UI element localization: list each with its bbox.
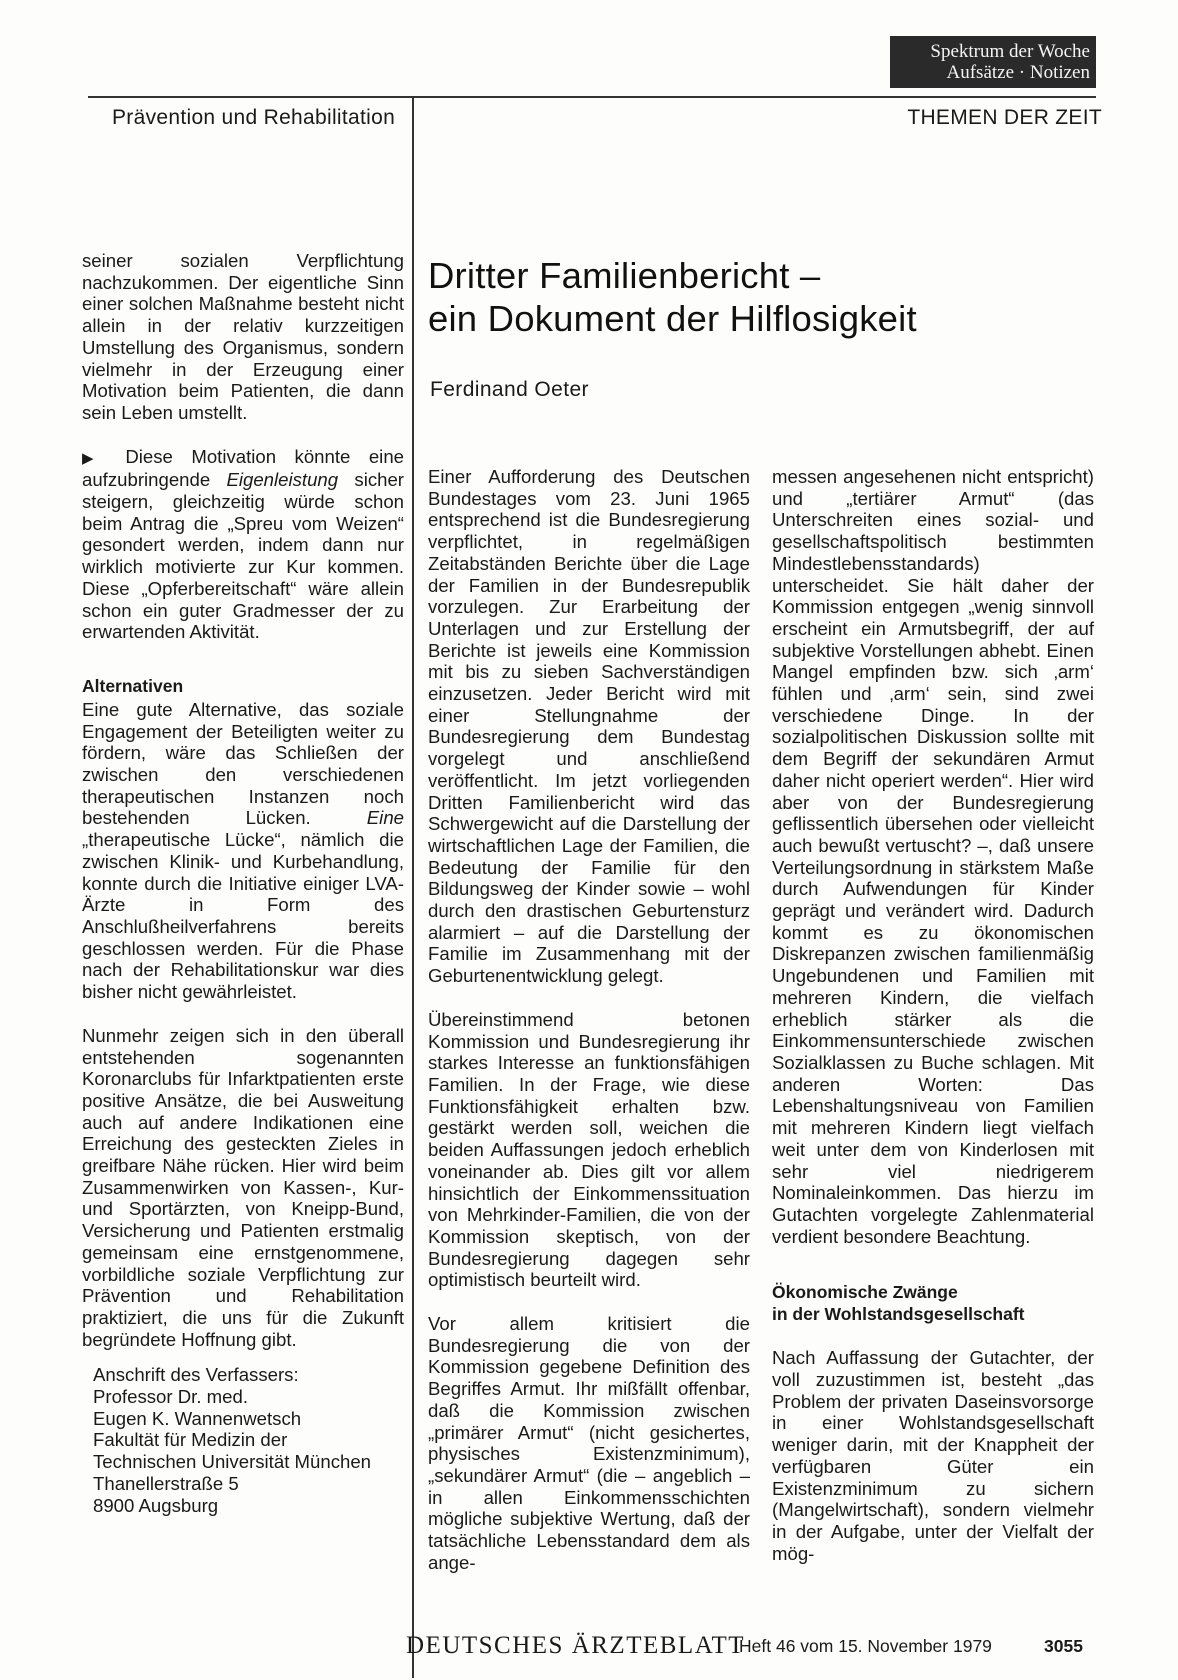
page-number: 3055	[1044, 1636, 1083, 1656]
address-line: Professor Dr. med.	[93, 1386, 248, 1408]
badge-line-2: Aufsätze · Notizen	[946, 62, 1090, 83]
article-title	[428, 254, 917, 340]
address-line: Technischen Universität München	[93, 1451, 372, 1473]
paragraph: seiner sozialen Verpflichtung nachzukommen. Der eigentliche Sinn einer solchen Maßnahme besteht nicht allein in der relativ kurzzeitigen Umstellung des Organismus, sondern vielmehr in der Erzeugung einer Motivation beim Patienten, die dann sein Leben umstellt.	[82, 250, 404, 423]
address-line: Anschrift des Verfassers:	[93, 1364, 299, 1386]
article-author: Ferdinand Oeter	[430, 378, 589, 401]
paragraph-text: Eine gute Alternative, das soziale Engagement der Beteiligten weiter zu fördern, wäre das Schließen der zwischen den verschiedenen therapeutischen Instanzen noch bestehenden Lücken.	[82, 698, 404, 829]
emphasis: Eine	[366, 807, 404, 829]
middle-column	[428, 466, 750, 1595]
paragraph: messen angesehenen nicht entspricht) und „tertiärer Armut“ (das Unterschreiten eines sozial- und gesellschaftspolitisch bestimmten Mindestlebensstandards) unterscheidet. Sie hält daher der Kommission entgegen „wenig sinnvoll erscheint ein Armutsbegriff, der auf subjektive Vorstellungen abhebt. Einen Mangel empfinden bzw. sich ‚arm‘ fühlen und ‚arm‘ sein, sind zwei verschiedene Dinge. In der sozialpolitischen Diskussion sollte mit dem Begriff der sekundären Armut daher nicht operiert werden“. Hier wird aber von der Bundesregierung geflissentlich übersehen oder vielleicht auch bewußt vertuscht? –, daß unsere Verteilungsordnung in stärkstem Maße durch Aufwendungen für Kinder geprägt und verändert wird. Dadurch kommt es zu ökonomischen Diskrepanzen zwischen familienmäßig Ungebundenen und Familien mit mehreren Kindern, die vielfach erheblich stärker als die Einkommensunterschiede zwischen Sozialklassen zu Buche schlagen. Mit anderen Worten: Das Lebenshaltungsniveau von Familien mit mehreren Kindern liegt vielfach weit unter dem von Kinderlosen mit sehr viel niedrigerem Nominaleinkommen. Das hierzu im Gutachten vorgelegte Zahlenmaterial verdient besondere Beachtung.	[772, 466, 1094, 1247]
section-badge	[890, 36, 1096, 88]
subheading-line: Ökonomische Zwänge	[772, 1282, 958, 1303]
issue-info: Heft 46 vom 15. November 1979	[739, 1636, 992, 1656]
paragraph: Vor allem kritisiert die Bundesregierung die von der Kommission gegebene Definition des Begriffes Armut. Ihr mißfällt offenbar, daß die Kommission zwischen „primärer Armut“ (nicht gesichertes, physisches Existenzminimum), „sekundärer Armut“ (die – angeblich – in allen Einkommensschichten mögliche subjektive Wertung, daß der tatsächliche Lebensstandard dem als ange-	[428, 1313, 750, 1573]
paragraph: Nunmehr zeigen sich in den überall entstehenden sogenannten Koronarclubs für Infarktpatienten erste positive Ansätze, die bei Ausweitung auch auf andere Indikationen eine Erreichung des gesteckten Zieles in greifbare Nähe rücken. Hier wird beim Zusammenwirken von Kassen-, Kur- und Sportärzten, von Kneipp-Bund, Versicherung und Patienten erstmalig gemeinsam eine ernstgenommene, vorbildliche soziale Verpflichtung zur Prävention und Rehabilitation praktiziert, die uns für die Zukunft begründete Hoffnung gibt.	[82, 1024, 404, 1350]
subheading-line: in der Wohlstandsgesellschaft	[772, 1304, 1025, 1325]
address-line: Thanellerstraße 5	[93, 1472, 239, 1494]
paragraph: Nach Auffassung der Gutachter, der voll zuzustimmen ist, besteht „das Problem der privaten Daseinsvorsorge in einer Wohlstandsgesellschaft weniger darin, mit der Knappheit der verfügbaren Güter ein Existenzminimum zu sichern (Mangelwirtschaft), sondern vielmehr in der Aufgabe, unter der Vielfalt der mög-	[772, 1347, 1094, 1564]
left-column	[82, 250, 404, 1516]
paragraph	[82, 699, 404, 1003]
title-line-1: Dritter Familienbericht –	[428, 255, 821, 296]
badge-line-1: Spektrum der Woche	[930, 41, 1090, 62]
title-line-2: ein Dokument der Hilflosigkeit	[428, 298, 917, 339]
paragraph: Übereinstimmend betonen Kommission und Bundesregierung ihr starkes Interesse an funktionsfähigen Familien. In der Frage, wie diese Funktionsfähigkeit erhalten bzw. gestärkt werden soll, weichen die beiden Auffassungen jedoch erheblich voneinander ab. Dies gilt vor allem hinsichtlich der Einkommenssituation von Mehrkinder-Familien, die von der Kommission skeptisch, von der Bundesregierung dagegen sehr optimistisch beurteilt wird.	[428, 1008, 750, 1291]
subheading: Alternativen	[82, 675, 184, 696]
author-address	[82, 1364, 404, 1516]
arrow-bullet-icon: ▶	[82, 449, 107, 467]
journal-name: DEUTSCHES ÄRZTEBLATT	[406, 1632, 746, 1659]
subheading	[772, 1281, 1094, 1325]
paragraph	[82, 446, 404, 643]
address-line: 8900 Augsburg	[93, 1494, 219, 1516]
column-divider	[412, 96, 414, 1678]
address-line: Fakultät für Medizin der	[93, 1429, 288, 1451]
paragraph-text: sicher steigern, gleichzeitig würde schon beim Antrag die „Spreu vom Weizen“ gesondert werden, indem dann nur wirklich motivierte zur Kur kommen. Diese „Opferbereitschaft“ wäre allein schon ein guter Gradmesser der zu erwartenden Aktivität.	[82, 469, 404, 643]
address-line: Eugen K. Wannenwetsch	[93, 1407, 302, 1429]
section-title-right: THEMEN DER ZEIT	[907, 106, 1102, 129]
section-title-left: Prävention und Rehabilitation	[112, 106, 396, 129]
paragraph: Einer Aufforderung des Deutschen Bundestages vom 23. Juni 1965 entsprechend ist die Bundesregierung verpflichtet, in regelmäßigen Zeitabständen Berichte über die Lage der Familien in der Bundesrepublik vorzulegen. Zur Erarbeitung der Unterlagen und zur Erstellung der Berichte ist jeweils eine Kommission mit bis zu sieben Sachverständigen einzusetzen. Jeder Bericht wird mit einer Stellungnahme der Bundesregierung dem Bundestag vorgelegt und anschließend veröffentlicht. Im jetzt vorliegenden Dritten Familienbericht wird das Schwergewicht auf die Darstellung der wirtschaftlichen Lage der Familien, die Bedeutung der Familie für den Bildungsweg der Kinder sowie – wohl durch den drastischen Geburtensturz alarmiert – auf die Darstellung der Familie im Zusammenhang mit der Geburtenentwicklung gelegt.	[428, 466, 750, 987]
paragraph-text: „therapeutische Lücke“, nämlich die zwischen Klinik- und Kurbehandlung, konnte durch die Initiative einiger LVA-Ärzte in Form des Anschlußheilverfahrens bereits geschlossen werden. Für die Phase nach der Rehabilitationskur war dies bisher nicht gewährleistet.	[82, 829, 404, 1003]
emphasis: Eigenleistung	[226, 469, 339, 491]
header-rule	[88, 96, 1096, 98]
right-column	[772, 466, 1094, 1586]
paragraph-text: Diese Motivation könnte eine aufzubringende	[82, 445, 404, 491]
